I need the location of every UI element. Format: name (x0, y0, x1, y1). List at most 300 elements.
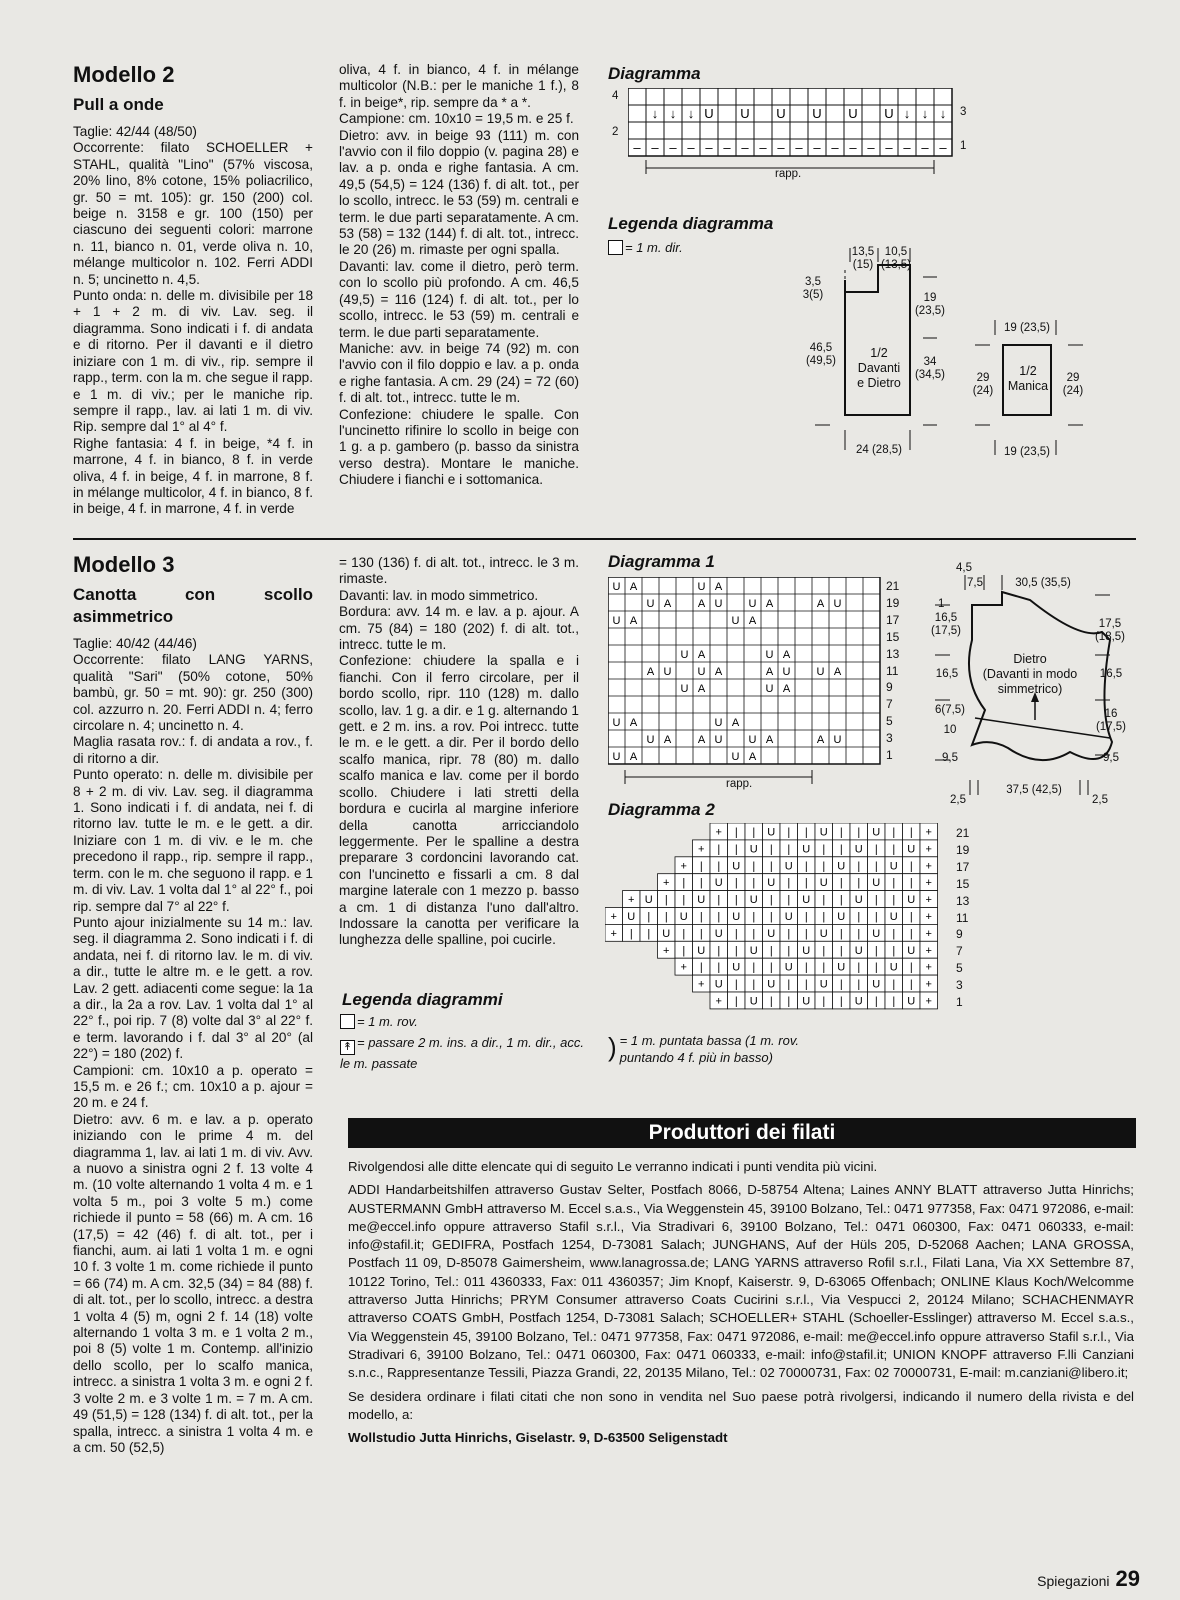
legend-rov: = 1 m. rov. (340, 1014, 418, 1029)
sc-25: 2,5 (950, 794, 966, 806)
modello-2-col-2 (339, 62, 579, 489)
svg-text:U: U (812, 106, 822, 121)
svg-text:+: + (698, 978, 705, 991)
svg-text:|: | (804, 877, 808, 890)
svg-text:U: U (714, 978, 723, 991)
svg-text:–: – (813, 140, 821, 155)
svg-text:–: – (777, 140, 785, 155)
svg-text:|: | (699, 961, 703, 974)
diag-rapp: rapp. (775, 168, 802, 180)
m3-dietro-cont: = 130 (136) f. di alt. tot., intrecc. le 3 m. rimaste. (339, 555, 579, 587)
legenda-diagrammi-title: Legenda diagrammi (342, 990, 503, 1009)
m2-punto-onda: Punto onda: n. delle m. divisibile per 18 + 1 + 2 m. di viv. Lav. seg. il diagramma. Sono indicati i f. di andata e di ritorno. Per il davanti e il dietro iniziare con 1 m. di viv., rip. sempre il rapp., term. con la m. che segue il rapp. e 1 m. di viv.; per le maniche rip. sempre il rapp., lav. ai lati 1 m. di viv. Rip. sempre dal 1° al 4° f. (73, 288, 313, 435)
svg-text:+: + (925, 877, 932, 890)
page-number: 29 (1115, 1566, 1140, 1591)
svg-text:|: | (857, 961, 861, 974)
svg-text:U: U (767, 826, 776, 839)
svg-text:|: | (647, 911, 651, 923)
svg-text:U: U (767, 978, 776, 991)
svg-text:|: | (892, 843, 896, 856)
svg-text:|: | (769, 944, 773, 957)
svg-text:A: A (714, 581, 723, 593)
svg-text:U: U (662, 927, 671, 940)
svg-text:–: – (705, 140, 713, 155)
diag2-row-numbers: 21 19 17 15 13 11 9 7 5 3 1 (956, 826, 970, 1010)
svg-text:U: U (819, 826, 828, 839)
svg-text:U: U (802, 995, 811, 1008)
s-465: 46,5 (49,5) (805, 342, 837, 367)
svg-text:|: | (822, 911, 826, 923)
svg-text:U: U (854, 944, 863, 957)
svg-text:|: | (734, 927, 738, 940)
svg-text:|: | (682, 927, 686, 940)
m2-righe-fantasia: Righe fantasia: 4 f. in beige, *4 f. in marrone, 4 f. in bianco, 8 f. in verde oliva, 4 f. in beige, 4 f. in marrone, 8 f. in mélange multicolor, 4 f. in bianco, 8 f. in beige, 4 f. in marrone, 4 f. in verde (73, 435, 313, 517)
svg-text:|: | (787, 877, 791, 890)
svg-text:|: | (909, 860, 913, 873)
modello-3-subtitle: Canotta con scollo asimmetrico (73, 585, 313, 626)
m3-confezione: Confezione: chiudere la spalla e i fianchi. Con il ferro circolare, per il bordo scollo, ripr. 110 (128) m. dallo scollo, lav. 1 g. a dir. e 1 g. alternando 1 gett. e 2 m. ins. a rov. Poi intrecc. tutte le m. e le gett. a dir. Per il bordo dello scalfo manica, ripr. 78 (80) m. dallo scalfo manica e lav. come per il bordo scollo. Chiudere i lati stretti della bordura e cucirla al margine inferiore della canotta arricciandolo leggermente. Per le spalline a destra preparare 3 cordoncini lavorando cat. con l'uncinetto e fissarli a cm. 8 dal margine laterale con 1 mezzo p. basso a cm. 1 di distanza l'uno dall'altro. Indossare la canotta per verificare la lunghezza delle spalline, poi cucirle. (339, 653, 579, 948)
svg-text:U: U (663, 666, 672, 678)
sl-top: 19 (23,5) (1003, 322, 1051, 334)
svg-text:A: A (765, 598, 774, 610)
m3-punto-operato: Punto operato: n. delle m. divisibile per 8 + 2 m. di viv. Lav. seg. il diagramma 1. Sono indicati i f. di andata, nei f. di ritorno lav. tutte le m. e le gett. a dir. Iniziare con 1 m. di viv. e le m. che precedono il rapp., rip. sempre il rapp., term. con le m. che seguono il rapp. e 1 m. di viv. Lav. 1 volta dal 1° al 22° f., poi rip. sempre dal 7° al 22° f. (73, 767, 313, 914)
svg-text:U: U (837, 961, 846, 974)
svg-text:|: | (717, 894, 721, 907)
svg-text:–: – (669, 140, 677, 155)
svg-text:–: – (795, 140, 803, 155)
svg-text:U: U (889, 961, 898, 974)
m3-bordura: Bordura: avv. 14 m. e lav. a p. ajour. A cm. 75 (84) = 180 (202) f. di alt. tot., intrecc. tutte le m. (339, 604, 579, 653)
svg-text:U: U (714, 927, 723, 940)
svg-text:U: U (782, 666, 791, 678)
svg-text:|: | (787, 843, 791, 856)
svg-text:|: | (874, 961, 878, 974)
modello-2-title: Modello 2 (73, 62, 175, 87)
sc-bot: 37,5 (42,5) (1006, 784, 1062, 796)
svg-text:U: U (704, 106, 714, 121)
m2-confezione: Confezione: chiudere le spalle. Con l'uncinetto rifinire lo scollo in beige con 1 g. a p. gambero (p. basso da sinistra verso destra). Montare le maniche. Chiudere i fianchi e i sottomanica. (339, 406, 579, 488)
footer-section: Spiegazioni (1037, 1573, 1110, 1589)
diag-row-3: 3 (960, 106, 967, 118)
svg-text:A: A (816, 734, 825, 746)
svg-text:|: | (892, 944, 896, 957)
svg-text:|: | (787, 894, 791, 907)
svg-text:A: A (697, 734, 706, 746)
svg-text:A: A (697, 683, 706, 695)
svg-text:U: U (731, 615, 740, 627)
svg-text:|: | (664, 894, 668, 907)
svg-text:|: | (752, 911, 756, 923)
diagramma-2-title: Diagramma 2 (608, 800, 715, 819)
svg-text:U: U (907, 894, 916, 907)
sc-75: 7,5 (967, 577, 983, 589)
svg-text:+: + (628, 894, 635, 907)
svg-text:A: A (765, 666, 774, 678)
svg-text:|: | (857, 826, 861, 839)
svg-text:|: | (822, 995, 826, 1008)
svg-text:|: | (839, 978, 843, 991)
svg-text:+: + (680, 860, 687, 873)
svg-text:–: – (939, 140, 947, 155)
svg-text:|: | (699, 927, 703, 940)
svg-text:|: | (892, 995, 896, 1008)
s-24: 24 (28,5) (855, 444, 903, 456)
svg-text:U: U (819, 978, 828, 991)
produttori-address: Wollstudio Jutta Hinrichs, Giselastr. 9, D-63500 Seligenstadt (348, 1430, 728, 1446)
svg-text:|: | (857, 978, 861, 991)
svg-text:U: U (889, 860, 898, 873)
diagramma-2-grid (605, 823, 955, 1023)
svg-text:|: | (892, 978, 896, 991)
legend-dir: = 1 m. dir. (608, 240, 683, 255)
svg-text:U: U (627, 911, 636, 923)
svg-text:U: U (833, 734, 842, 746)
sc-10: 10 (943, 724, 957, 736)
svg-text:+: + (925, 911, 932, 923)
svg-text:|: | (664, 911, 668, 923)
svg-text:U: U (612, 751, 621, 763)
svg-text:A: A (748, 615, 757, 627)
svg-text:|: | (892, 877, 896, 890)
svg-text:U: U (697, 581, 706, 593)
svg-text:+: + (925, 961, 932, 974)
svg-text:A: A (731, 717, 740, 729)
svg-text:|: | (839, 944, 843, 957)
svg-text:↓: ↓ (669, 106, 677, 121)
sc-16: 16 (17,5) (1095, 708, 1127, 733)
svg-text:A: A (629, 751, 638, 763)
svg-text:|: | (629, 927, 633, 940)
svg-text:|: | (734, 995, 738, 1008)
svg-text:|: | (839, 927, 843, 940)
svg-text:–: – (921, 140, 929, 155)
svg-text:U: U (732, 961, 741, 974)
svg-text:A: A (629, 717, 638, 729)
svg-text:|: | (839, 894, 843, 907)
svg-text:↓: ↓ (921, 106, 929, 121)
empty-square-icon (340, 1014, 355, 1029)
svg-text:–: – (723, 140, 731, 155)
m3-dietro: Dietro: avv. 6 m. e lav. a p. operato iniziando con le prime 4 m. del diagramma 1, lav. ai lati 1 m. di viv. Avv. a nuovo a sinistra ogni 2 f. 13 volte 4 m. (10 volte alternando 1 volta 4 m. e 1 volta 5 m., poi 3 volte 5 m.) come richiede il punto = 58 (66) m. A cm. 16 (17,5) = 42 (46) f. di alt. tot., per i fianchi, aum. ai lati 1 volta 1 m. e ogni 10 f. 3 volte 1 m. come richiede il punto = 66 (74) m. A cm. 32,5 (34) = 84 (88) f. di alt. tot., per lo scollo, intrecc. a destra 1 volta 4 (5) m, ogni 2 f. 14 (18) volte alternando 1 volta 3 m. e 1 volta 2 m., poi 8 (5) volte 1 m. Contemp. all'inizio dello scollo, per lo scalfo manica, intrecc. a sinistra 1 volta 3 m. e ogni 2 f. 3 volte 2 m. e 3 volte 1 m. = 7 m. A cm. 49 (51,5) = 128 (134) f. di alt. tot., per la spalla, intrecc. a sinistra 1 volta 4 m. e a cm. 50 (52,5) (73, 1111, 313, 1455)
svg-text:|: | (804, 826, 808, 839)
svg-text:|: | (769, 961, 773, 974)
svg-text:U: U (872, 927, 881, 940)
diag1-row-numbers: 21 19 17 15 13 11 9 7 5 3 1 (886, 579, 900, 763)
svg-text:+: + (925, 978, 932, 991)
svg-text:|: | (717, 944, 721, 957)
svg-text:|: | (909, 961, 913, 974)
svg-text:+: + (925, 944, 932, 957)
svg-text:|: | (874, 860, 878, 873)
svg-text:+: + (610, 911, 617, 923)
svg-text:|: | (734, 877, 738, 890)
s-35: 3,5 3(5) (802, 276, 824, 301)
modello-2-col-1 (73, 62, 313, 518)
svg-text:|: | (874, 995, 878, 1008)
svg-text:+: + (925, 995, 932, 1008)
svg-text:U: U (872, 978, 881, 991)
s-34: 34 (34,5) (914, 356, 946, 381)
svg-text:|: | (769, 843, 773, 856)
svg-text:U: U (907, 995, 916, 1008)
svg-text:+: + (925, 843, 932, 856)
sc-dietro-label: Dietro (Davanti in modo simmetrico) (982, 652, 1078, 696)
svg-text:|: | (909, 911, 913, 923)
svg-text:A: A (697, 598, 706, 610)
svg-text:|: | (787, 978, 791, 991)
sc-165c: 16,5 (1099, 668, 1123, 680)
svg-text:|: | (839, 826, 843, 839)
svg-text:|: | (699, 877, 703, 890)
svg-text:U: U (732, 860, 741, 873)
svg-text:A: A (714, 666, 723, 678)
svg-text:|: | (787, 944, 791, 957)
svg-text:U: U (714, 734, 723, 746)
svg-text:U: U (740, 106, 750, 121)
svg-text:U: U (697, 894, 706, 907)
svg-text:+: + (715, 995, 722, 1008)
svg-text:|: | (839, 995, 843, 1008)
svg-text:U: U (714, 717, 723, 729)
svg-text:+: + (925, 894, 932, 907)
m3-davanti: Davanti: lav. in modo simmetrico. (339, 587, 539, 603)
svg-text:U: U (854, 995, 863, 1008)
svg-text:A: A (646, 666, 655, 678)
svg-text:|: | (787, 826, 791, 839)
svg-text:|: | (839, 877, 843, 890)
svg-text:|: | (682, 894, 686, 907)
svg-text:U: U (679, 911, 688, 923)
sc-165: 16,5 (17,5) (930, 612, 962, 637)
svg-text:|: | (909, 927, 913, 940)
svg-text:U: U (646, 598, 655, 610)
sc-25b: 2,5 (1092, 794, 1108, 806)
svg-text:|: | (892, 826, 896, 839)
svg-text:|: | (857, 877, 861, 890)
svg-text:|: | (874, 843, 878, 856)
svg-text:|: | (822, 843, 826, 856)
svg-text:U: U (612, 717, 621, 729)
m2-occorrente: Occorrente: filato SCHOELLER + STAHL, qualità "Lino" (57% viscosa, 20% lino, 8% cotone, 15% poliacrilico, gr. 50 = mt. 105): gr. 150 (200) col. beige n. 3158 e gr. 100 (150) per ciascuno dei seguenti colori: marrone n. 11, bianco n. 01, verde oliva n. 10, mélange multicolor n. 102. Ferri ADDI n. 5; uncinetto n. 4,5. (73, 140, 313, 287)
svg-text:U: U (680, 649, 689, 661)
s-135: 13,5 (15) (851, 246, 875, 271)
svg-text:A: A (629, 615, 638, 627)
svg-text:–: – (633, 140, 641, 155)
svg-text:|: | (769, 860, 773, 873)
svg-text:+: + (925, 927, 932, 940)
svg-text:–: – (831, 140, 839, 155)
diag-row-1: 1 (960, 140, 967, 152)
legenda-diagramma-title: Legenda diagramma (608, 214, 774, 233)
m3-taglie: Taglie: 40/42 (44/46) (73, 636, 197, 651)
m2-davanti: Davanti: lav. come il dietro, però term. con lo scollo più profondo. A cm. 46,5 (49,5) = 116 (124) f. di alt. tot., per lo scollo, intrecc. le 53 (59) m. centrali e term. le due parti separatamente. (339, 258, 579, 340)
decrease-symbol-icon: ↟ (340, 1040, 355, 1055)
m2-dietro: Dietro: avv. in beige 93 (111) m. con l'avvio con il filo doppio (v. pagina 28) e lav. a p. onda e righe fantasia. A cm. 49,5 (54,5) = 124 (136) f. di alt. tot., per lo scollo, intrecc. le 53 (59) m. centrali e term. le due parti separatamente. A cm. 53 (58) = 132 (144) f. di alt. tot., intrecc. le 20 (26) m. rimaste per ogni spalla. (339, 127, 579, 258)
svg-text:|: | (699, 860, 703, 873)
svg-text:–: – (867, 140, 875, 155)
svg-text:|: | (647, 927, 651, 940)
svg-text:+: + (680, 961, 687, 974)
sc-95b: 9,5 (1103, 752, 1119, 764)
m2-campione: Campione: cm. 10x10 = 19,5 m. e 25 f. (339, 111, 574, 127)
svg-text:U: U (907, 944, 916, 957)
svg-text:|: | (857, 860, 861, 873)
svg-text:|: | (682, 944, 686, 957)
svg-text:+: + (663, 877, 670, 890)
m3-campioni: Campioni: cm. 10x10 a p. operato = 15,5 m. e 26 f.; cm. 10x10 a p. ajour = 20 m. e 24 f. (73, 1062, 313, 1111)
svg-text:|: | (717, 843, 721, 856)
svg-text:U: U (819, 927, 828, 940)
svg-text:U: U (907, 843, 916, 856)
svg-text:|: | (752, 978, 756, 991)
modello-3-title: Modello 3 (73, 552, 175, 577)
svg-text:U: U (802, 894, 811, 907)
page-footer (1037, 1566, 1140, 1592)
svg-text:|: | (717, 911, 721, 923)
section-divider (73, 538, 1136, 540)
m2-maniche: Maniche: avv. in beige 74 (92) m. con l'avvio con il filo doppio e lav. a p. onda e righe fantasia. A cm. 29 (24) = 72 (60) f. di alt. tot., intrecc. tutte le m. (339, 340, 579, 406)
svg-text:|: | (769, 911, 773, 923)
produttori-intro: Rivolgendosi alle ditte elencate qui di seguito Le verranno indicati i punti vendita più vicini. (348, 1159, 878, 1174)
svg-text:U: U (748, 734, 757, 746)
sc-1: 1 (938, 598, 945, 610)
svg-text:U: U (748, 598, 757, 610)
diagramma-1-title: Diagramma 1 (608, 552, 715, 571)
svg-text:+: + (698, 843, 705, 856)
svg-text:U: U (765, 649, 774, 661)
svg-text:U: U (767, 927, 776, 940)
svg-text:A: A (782, 649, 791, 661)
diag-row-4: 4 (612, 90, 619, 102)
svg-text:–: – (741, 140, 749, 155)
m3-punto-ajour: Punto ajour inizialmente su 14 m.: lav. seg. il diagramma 2. Sono indicati i f. di andata, nei f. di ritorno lav. le m. di viv. a dir., tutte le altre m. e le gett. a rov. Lav. 2 gett. adiacenti come segue: la 1a a dir., la 2a a rov. Lav. 1 volta dal 1° al 22° f., poi rip. 7 (8) volte dal 3° al 22° f. e term. lavorando i f. dal 3° al 20° (al 22°) = 180 (202) f. (73, 914, 313, 1062)
svg-text:|: | (717, 860, 721, 873)
svg-text:|: | (682, 877, 686, 890)
sc-165b: 16,5 (935, 668, 959, 680)
svg-text:|: | (804, 961, 808, 974)
svg-text:+: + (925, 826, 932, 839)
svg-text:U: U (714, 598, 723, 610)
s-19: 19 (23,5) (914, 292, 946, 317)
svg-text:|: | (874, 944, 878, 957)
svg-text:|: | (839, 843, 843, 856)
svg-text:+: + (610, 927, 617, 940)
s-front-label: 1/2 Davanti e Dietro (857, 346, 901, 390)
svg-text:U: U (784, 860, 793, 873)
svg-text:U: U (697, 666, 706, 678)
svg-text:|: | (874, 911, 878, 923)
diag1-rapp: rapp. (726, 778, 753, 790)
svg-text:U: U (646, 734, 655, 746)
svg-text:|: | (787, 927, 791, 940)
svg-text:A: A (663, 734, 672, 746)
svg-text:+: + (715, 826, 722, 839)
svg-text:U: U (612, 581, 621, 593)
m3-occorrente: Occorrente: filato LANG YARNS, qualità "Sari" (50% cotone, 50% bambù, gr. 50 = mt. 90): gr. 250 (300) col. azzurro n. 20. Ferri ADDI n. 4; ferro circolare n. 4; uncinetto n. 4. (73, 652, 313, 734)
svg-text:|: | (734, 843, 738, 856)
m2-righe-cont: oliva, 4 f. in bianco, 4 f. in mélange multicolor (N.B.: per le maniche 1 f.), 8 f. in beige*, rip. sempre da * a *. (339, 62, 579, 110)
svg-text:A: A (765, 734, 774, 746)
svg-text:U: U (833, 598, 842, 610)
svg-text:+: + (663, 944, 670, 957)
sl-29: 29 (24) (972, 372, 994, 397)
svg-text:U: U (854, 894, 863, 907)
svg-text:U: U (837, 860, 846, 873)
svg-text:U: U (732, 911, 741, 923)
svg-text:|: | (909, 978, 913, 991)
svg-text:U: U (784, 961, 793, 974)
svg-text:A: A (833, 666, 842, 678)
svg-text:A: A (816, 598, 825, 610)
svg-text:U: U (749, 894, 758, 907)
diagramma-1-grid (608, 577, 888, 797)
svg-text:|: | (822, 860, 826, 873)
svg-text:–: – (759, 140, 767, 155)
svg-text:|: | (769, 995, 773, 1008)
sl-bot: 19 (23,5) (1003, 446, 1051, 458)
svg-text:|: | (734, 826, 738, 839)
svg-text:U: U (872, 826, 881, 839)
sl-29b: 29 (24) (1062, 372, 1084, 397)
svg-text:A: A (697, 649, 706, 661)
svg-text:U: U (776, 106, 786, 121)
svg-text:|: | (857, 927, 861, 940)
diag-row-2: 2 (612, 126, 619, 138)
svg-text:–: – (849, 140, 857, 155)
svg-text:A: A (629, 581, 638, 593)
svg-text:↓: ↓ (651, 106, 659, 121)
svg-text:|: | (699, 911, 703, 923)
svg-text:|: | (752, 826, 756, 839)
svg-text:U: U (802, 944, 811, 957)
sl-label: 1/2 Manica (1007, 364, 1049, 393)
svg-text:U: U (731, 751, 740, 763)
svg-text:U: U (848, 106, 858, 121)
svg-text:U: U (644, 894, 653, 907)
modello-3-col-2 (339, 555, 579, 949)
svg-text:–: – (885, 140, 893, 155)
svg-text:U: U (749, 995, 758, 1008)
modello-2-subtitle: Pull a onde (73, 95, 164, 114)
produttori-banner: Produttori dei filati (348, 1118, 1136, 1148)
curve-symbol-icon: ) (608, 1032, 617, 1062)
svg-text:|: | (734, 978, 738, 991)
sc-175r: 17,5 (18,5) (1094, 618, 1126, 643)
svg-text:U: U (784, 911, 793, 923)
svg-text:↓: ↓ (939, 106, 947, 121)
svg-text:|: | (874, 894, 878, 907)
svg-text:|: | (892, 894, 896, 907)
svg-text:|: | (787, 995, 791, 1008)
legend-puntata: ) = 1 m. puntata bassa (1 m. rov. puntando 4 f. più in basso) (608, 1032, 799, 1065)
svg-text:↓: ↓ (903, 106, 911, 121)
svg-text:U: U (697, 944, 706, 957)
svg-text:|: | (822, 944, 826, 957)
svg-text:|: | (734, 894, 738, 907)
sc-top: 30,5 (35,5) (1015, 577, 1071, 589)
svg-text:–: – (903, 140, 911, 155)
svg-text:|: | (804, 860, 808, 873)
svg-text:U: U (884, 106, 894, 121)
svg-text:|: | (909, 877, 913, 890)
s-105: 10,5 (13,5) (880, 246, 912, 271)
svg-text:A: A (782, 683, 791, 695)
empty-square-icon (608, 240, 623, 255)
svg-text:U: U (837, 911, 846, 923)
svg-text:|: | (752, 860, 756, 873)
svg-text:U: U (854, 843, 863, 856)
svg-text:+: + (925, 860, 932, 873)
